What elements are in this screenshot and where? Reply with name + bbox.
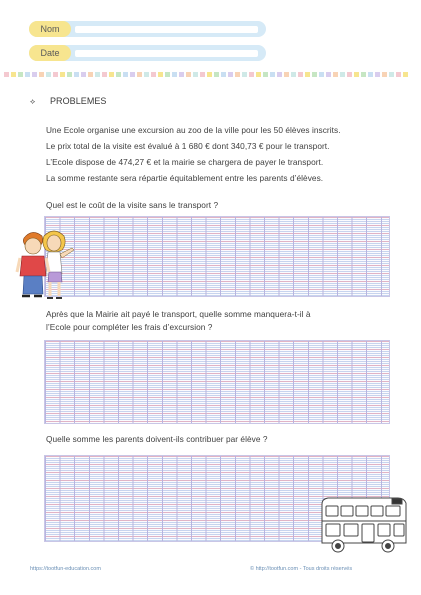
color-strip-square [18,72,23,77]
footer-left-link[interactable]: https://tootfun-education.com [30,566,101,572]
question-2-line-2: l’Ecole pour compléter les frais d’excursion ? [46,322,213,332]
color-strip-square [88,72,93,77]
color-strip-square [130,72,135,77]
color-strip-square [368,72,373,77]
color-strip-square [354,72,359,77]
color-strip-square [158,72,163,77]
color-strip-square [396,72,401,77]
color-strip-square [165,72,170,77]
double-decker-bus-illustration [316,496,412,560]
problem-line-3: L’Ecole dispose de 474,27 € et la mairie se chargera de payer le transport. [46,157,324,167]
problem-line-1: Une Ecole organise une excursion au zoo de la ville pour les 50 élèves inscrits. [46,125,341,135]
name-field[interactable] [29,21,266,37]
color-strip-square [144,72,149,77]
color-strip-square [403,72,408,77]
color-strip-square [102,72,107,77]
problem-line-4: La somme restante sera répartie équitablement entre les parents d’élèves. [46,173,324,183]
color-strip-square [312,72,317,77]
color-strip-square [270,72,275,77]
color-strip-square [326,72,331,77]
name-input-area[interactable] [75,26,258,33]
color-strip-square [25,72,30,77]
date-input-area[interactable] [75,50,258,57]
color-strip-square [235,72,240,77]
color-strip-square [284,72,289,77]
color-strip-square [389,72,394,77]
color-strip-square [263,72,268,77]
color-strip-square [214,72,219,77]
color-strip-square [207,72,212,77]
answer-grid-1[interactable] [44,216,390,297]
color-strip-square [249,72,254,77]
kids-illustration [12,222,76,302]
color-strip-square [361,72,366,77]
color-strip-square [39,72,44,77]
color-strip-square [256,72,261,77]
color-strip-square [46,72,51,77]
color-strip-square [221,72,226,77]
color-strip-square [375,72,380,77]
color-strip-square [200,72,205,77]
color-strip-square [305,72,310,77]
date-field[interactable] [29,45,266,61]
color-strip-square [67,72,72,77]
color-strip-square [116,72,121,77]
color-strip-square [95,72,100,77]
date-label: Date [29,45,71,61]
problem-line-2: Le prix total de la visite est évalué à 1 680 € dont 340,73 € pour le transport. [46,141,330,151]
decorative-color-strip [4,72,414,77]
answer-grid-2[interactable] [44,340,390,424]
color-strip-square [11,72,16,77]
color-strip-square [151,72,156,77]
color-strip-square [172,72,177,77]
color-strip-square [137,72,142,77]
color-strip-square [333,72,338,77]
color-strip-square [340,72,345,77]
color-strip-square [109,72,114,77]
color-strip-square [74,72,79,77]
color-strip-square [123,72,128,77]
color-strip-square [382,72,387,77]
color-strip-square [186,72,191,77]
color-strip-square [179,72,184,77]
question-1: Quel est le coût de la visite sans le transport ? [46,200,219,210]
color-strip-square [242,72,247,77]
question-2-line-1: Après que la Mairie ait payé le transport, quelle somme manquera-t-il à [46,309,311,319]
section-bullet-icon: ⟡ [30,97,36,106]
color-strip-square [193,72,198,77]
color-strip-square [32,72,37,77]
color-strip-square [291,72,296,77]
color-strip-square [4,72,9,77]
color-strip-square [81,72,86,77]
section-title: PROBLEMES [50,96,107,106]
color-strip-square [228,72,233,77]
color-strip-square [277,72,282,77]
color-strip-square [347,72,352,77]
color-strip-square [53,72,58,77]
footer-copyright: © http://tootfun.com - Tous droits réservés [250,566,353,572]
color-strip-square [60,72,65,77]
name-label: Nom [29,21,71,37]
color-strip-square [298,72,303,77]
color-strip-square [319,72,324,77]
question-3: Quelle somme les parents doivent-ils contribuer par élève ? [46,434,268,444]
